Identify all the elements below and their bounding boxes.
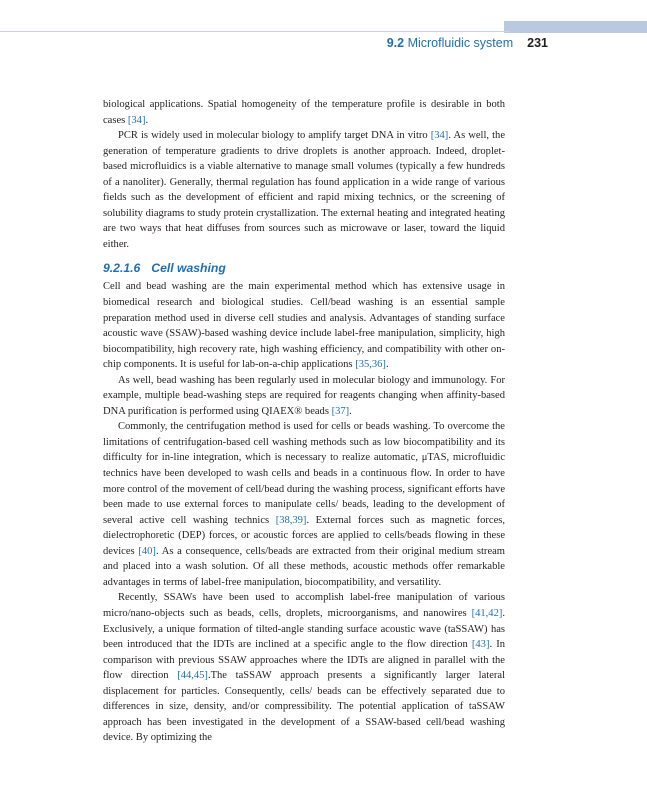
paragraph-text: . External forces such as magnetic forces, dielectrophoretic (DEP) forces, or acoustic forces are applied to cells/beads flowing in these devices xyxy=(103,514,505,557)
citation-link[interactable]: [34] xyxy=(430,130,449,142)
paragraph-text: Cell and bead washing are the main experimental method which has extensive usage in biomedical research and biological studies. Cell/bead washing is an essential sample preparation method used in diverse cell studies and analysis. Advantages of standing surface acoustic wave (SSAW)-based washing device include label-free manipulation, simplicity, high biocompatibility, high recovery rate, high washing efficiency, and compatibility with other on-chip components. It is useful for lab-on-a-chip applications xyxy=(103,281,505,371)
citation-link[interactable]: [40] xyxy=(138,545,156,557)
paragraph-text: . Exclusively, a unique formation of tilted-angle standing surface acoustic wave (taSSAW) has been introduced that the IDTs are inclined at a specific angle to the flow direction xyxy=(103,607,505,651)
paragraph-text: PCR is widely used in molecular biology to amplify target DNA in vitro xyxy=(118,130,431,142)
paragraph-text: . xyxy=(349,405,352,417)
paragraph xyxy=(103,279,505,372)
paragraph xyxy=(103,128,505,252)
paragraph-text: . In comparison with previous SSAW approaches where the IDTs are aligned in parallel with the flow direction xyxy=(103,639,505,682)
running-head xyxy=(0,36,548,50)
citation-link[interactable]: [38,39] xyxy=(275,514,307,526)
section-name: Microfluidic system xyxy=(407,36,514,50)
section-title xyxy=(387,36,513,50)
citation-link[interactable]: [34] xyxy=(127,114,146,126)
paragraph-text: Commonly, the centrifugation method is used for cells or beads washing. To overcome the limitations of centrifugation-based cell washing methods such as low biocompatibility and its difficulty for in-line integration, which is necessary to realize automatic, μTAS, microfluidic technics have been developed to wash cells and beads in a continuous flow. In order to have more control of the movement of cell/bead during the washing process, significant efforts have been made to use external forces to manipulate cells/ beads, leading to the development of several active cell washing technics xyxy=(103,421,505,526)
header-accent-bar xyxy=(504,21,647,33)
paragraph-text: . xyxy=(145,114,149,126)
paragraph-text: . As well, the generation of temperature gradients to drive droplets is another approach. Indeed, droplet-based microfluidics is a viable alternative to manage small volumes (typically a few hundreds of a nanoliter). Generally, thermal regulation has found application in a wide range of various fields such as the development of efficient and rapid mixing technics, or the screening of solubility diagrams to study protein crystallization. The external heating and integrated heating are two ways that heat diffuses from sources such as microwave or laser, toward the liquid either. xyxy=(103,130,505,250)
paragraph-text: . xyxy=(385,359,389,371)
paragraph-text: As well, bead washing has been regularly used in molecular biology and immunology. For example, multiple bead-washing steps are required for reagents changing when affinity-based DNA purification is performed using QIAEX® beads xyxy=(103,374,505,417)
paragraph-text: Recently, SSAWs have been used to accomplish label-free manipulation of various micro/nano-objects such as beads, cells, droplets, microorganisms, and nanowires xyxy=(103,592,505,619)
citation-link[interactable]: [37] xyxy=(331,405,350,417)
citation-link[interactable]: [43] xyxy=(471,639,490,651)
page-number: 231 xyxy=(527,36,548,50)
paragraph xyxy=(103,590,505,745)
subsection-number: 9.2.1.6 xyxy=(103,261,141,276)
citation-link[interactable]: [41,42] xyxy=(471,607,503,619)
section-number: 9.2 xyxy=(386,36,405,50)
citation-link[interactable]: [35,36] xyxy=(355,359,386,371)
body-text xyxy=(103,97,505,746)
subsection-heading xyxy=(103,260,505,276)
header-rule xyxy=(0,31,510,32)
paragraph-text: biological applications. Spatial homogeneity of the temperature profile is desirable in both cases xyxy=(103,99,505,126)
intro-paragraphs xyxy=(103,97,505,252)
paragraph-text: .The taSSAW approach presents a significantly larger lateral displacement for particles. Consequently, cells/ beads can be effectively separated due to differences in size, density, and/or compressibility. The potential application of taSSAW approach has been investigated in the development of a SSAW-based cell/bead washing device. By optimizing the xyxy=(103,670,506,744)
paragraph xyxy=(103,97,505,128)
subsection-title: Cell washing xyxy=(151,261,226,276)
paragraph-text: . As a consequence, cells/beads are extracted from their original medium stream and placed into a wash solution. Of all these methods, acoustic methods offer remarkable advantages in terms of label-free manipulation, biocompatibility, and versatility. xyxy=(103,545,506,588)
section-paragraphs xyxy=(103,279,505,745)
paragraph xyxy=(103,419,505,590)
paragraph xyxy=(103,373,505,420)
citation-link[interactable]: [44,45] xyxy=(177,670,208,682)
